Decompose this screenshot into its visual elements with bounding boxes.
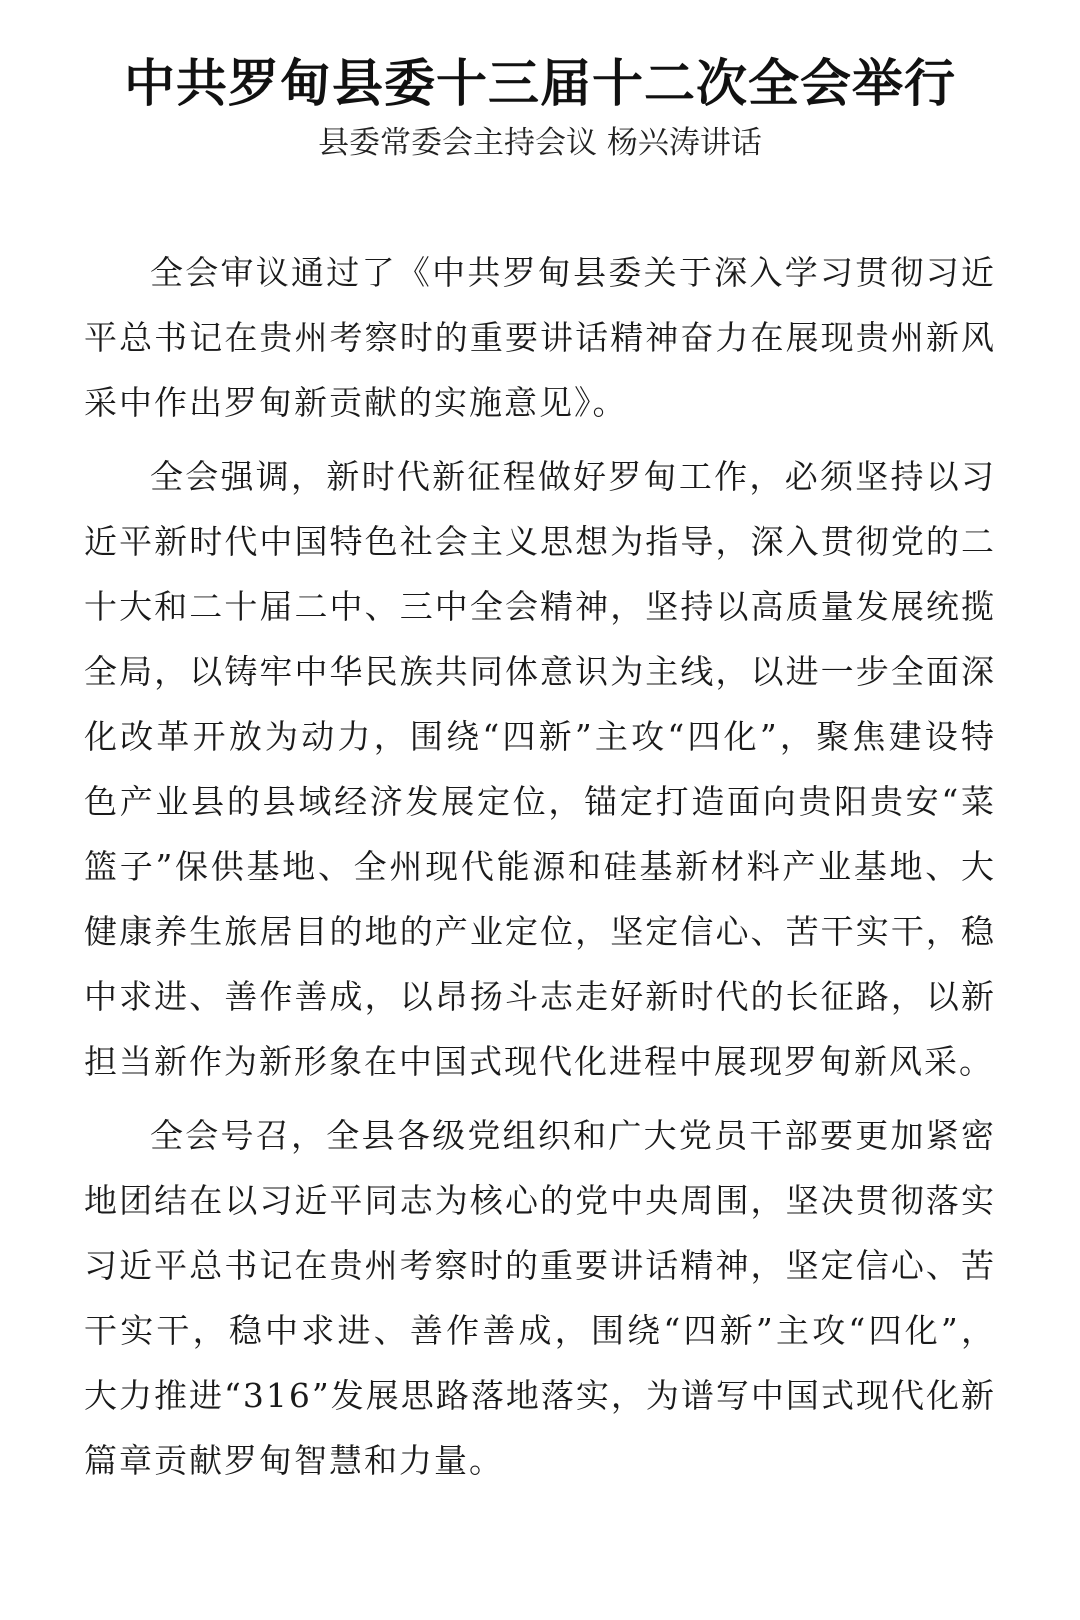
article-title: 中共罗甸县委十三届十二次全会举行 [123, 54, 956, 114]
paragraph: 全会强调，新时代新征程做好罗甸工作，必须坚持以习近平新时代中国特色社会主义思想为指导，深入贯彻党的二十大和二十届二中、三中全会精神，坚持以高质量发展统揽全局，以铸牢中华民族共同体意识为主线，以进一步全面深化改革开放为动力，围绕“四新”主攻“四化”，聚焦建设特色产业县的县域经济发展定位，锚定打造面向贵阳贵安“菜篮子”保供基地、全州现代能源和硅基新材料产业基地、大健康养生旅居目的地的产业定位，坚定信心、苦干实干，稳中求进、善作善成，以昂扬斗志走好新时代的长征路，以新担当新作为新形象在中国式现代化进程中展现罗甸新风采。 [84, 457, 996, 1081]
article-body [84, 240, 996, 1493]
article-subtitle: 县委常委会主持会议 杨兴涛讲话 [318, 125, 762, 161]
paragraph: 全会审议通过了《中共罗甸县委关于深入学习贯彻习近平总书记在贵州考察时的重要讲话精神奋力在展现贵州新风采中作出罗甸新贡献的实施意见》。 [84, 253, 996, 422]
paragraph: 全会号召，全县各级党组织和广大党员干部要更加紧密地团结在以习近平同志为核心的党中央周围，坚决贯彻落实习近平总书记在贵州考察时的重要讲话精神，坚定信心、苦干实干，稳中求进、善作善成，围绕“四新”主攻“四化”，大力推进“316”发展思路落地落实，为谱写中国式现代化新篇章贡献罗甸智慧和力量。 [84, 1116, 996, 1480]
